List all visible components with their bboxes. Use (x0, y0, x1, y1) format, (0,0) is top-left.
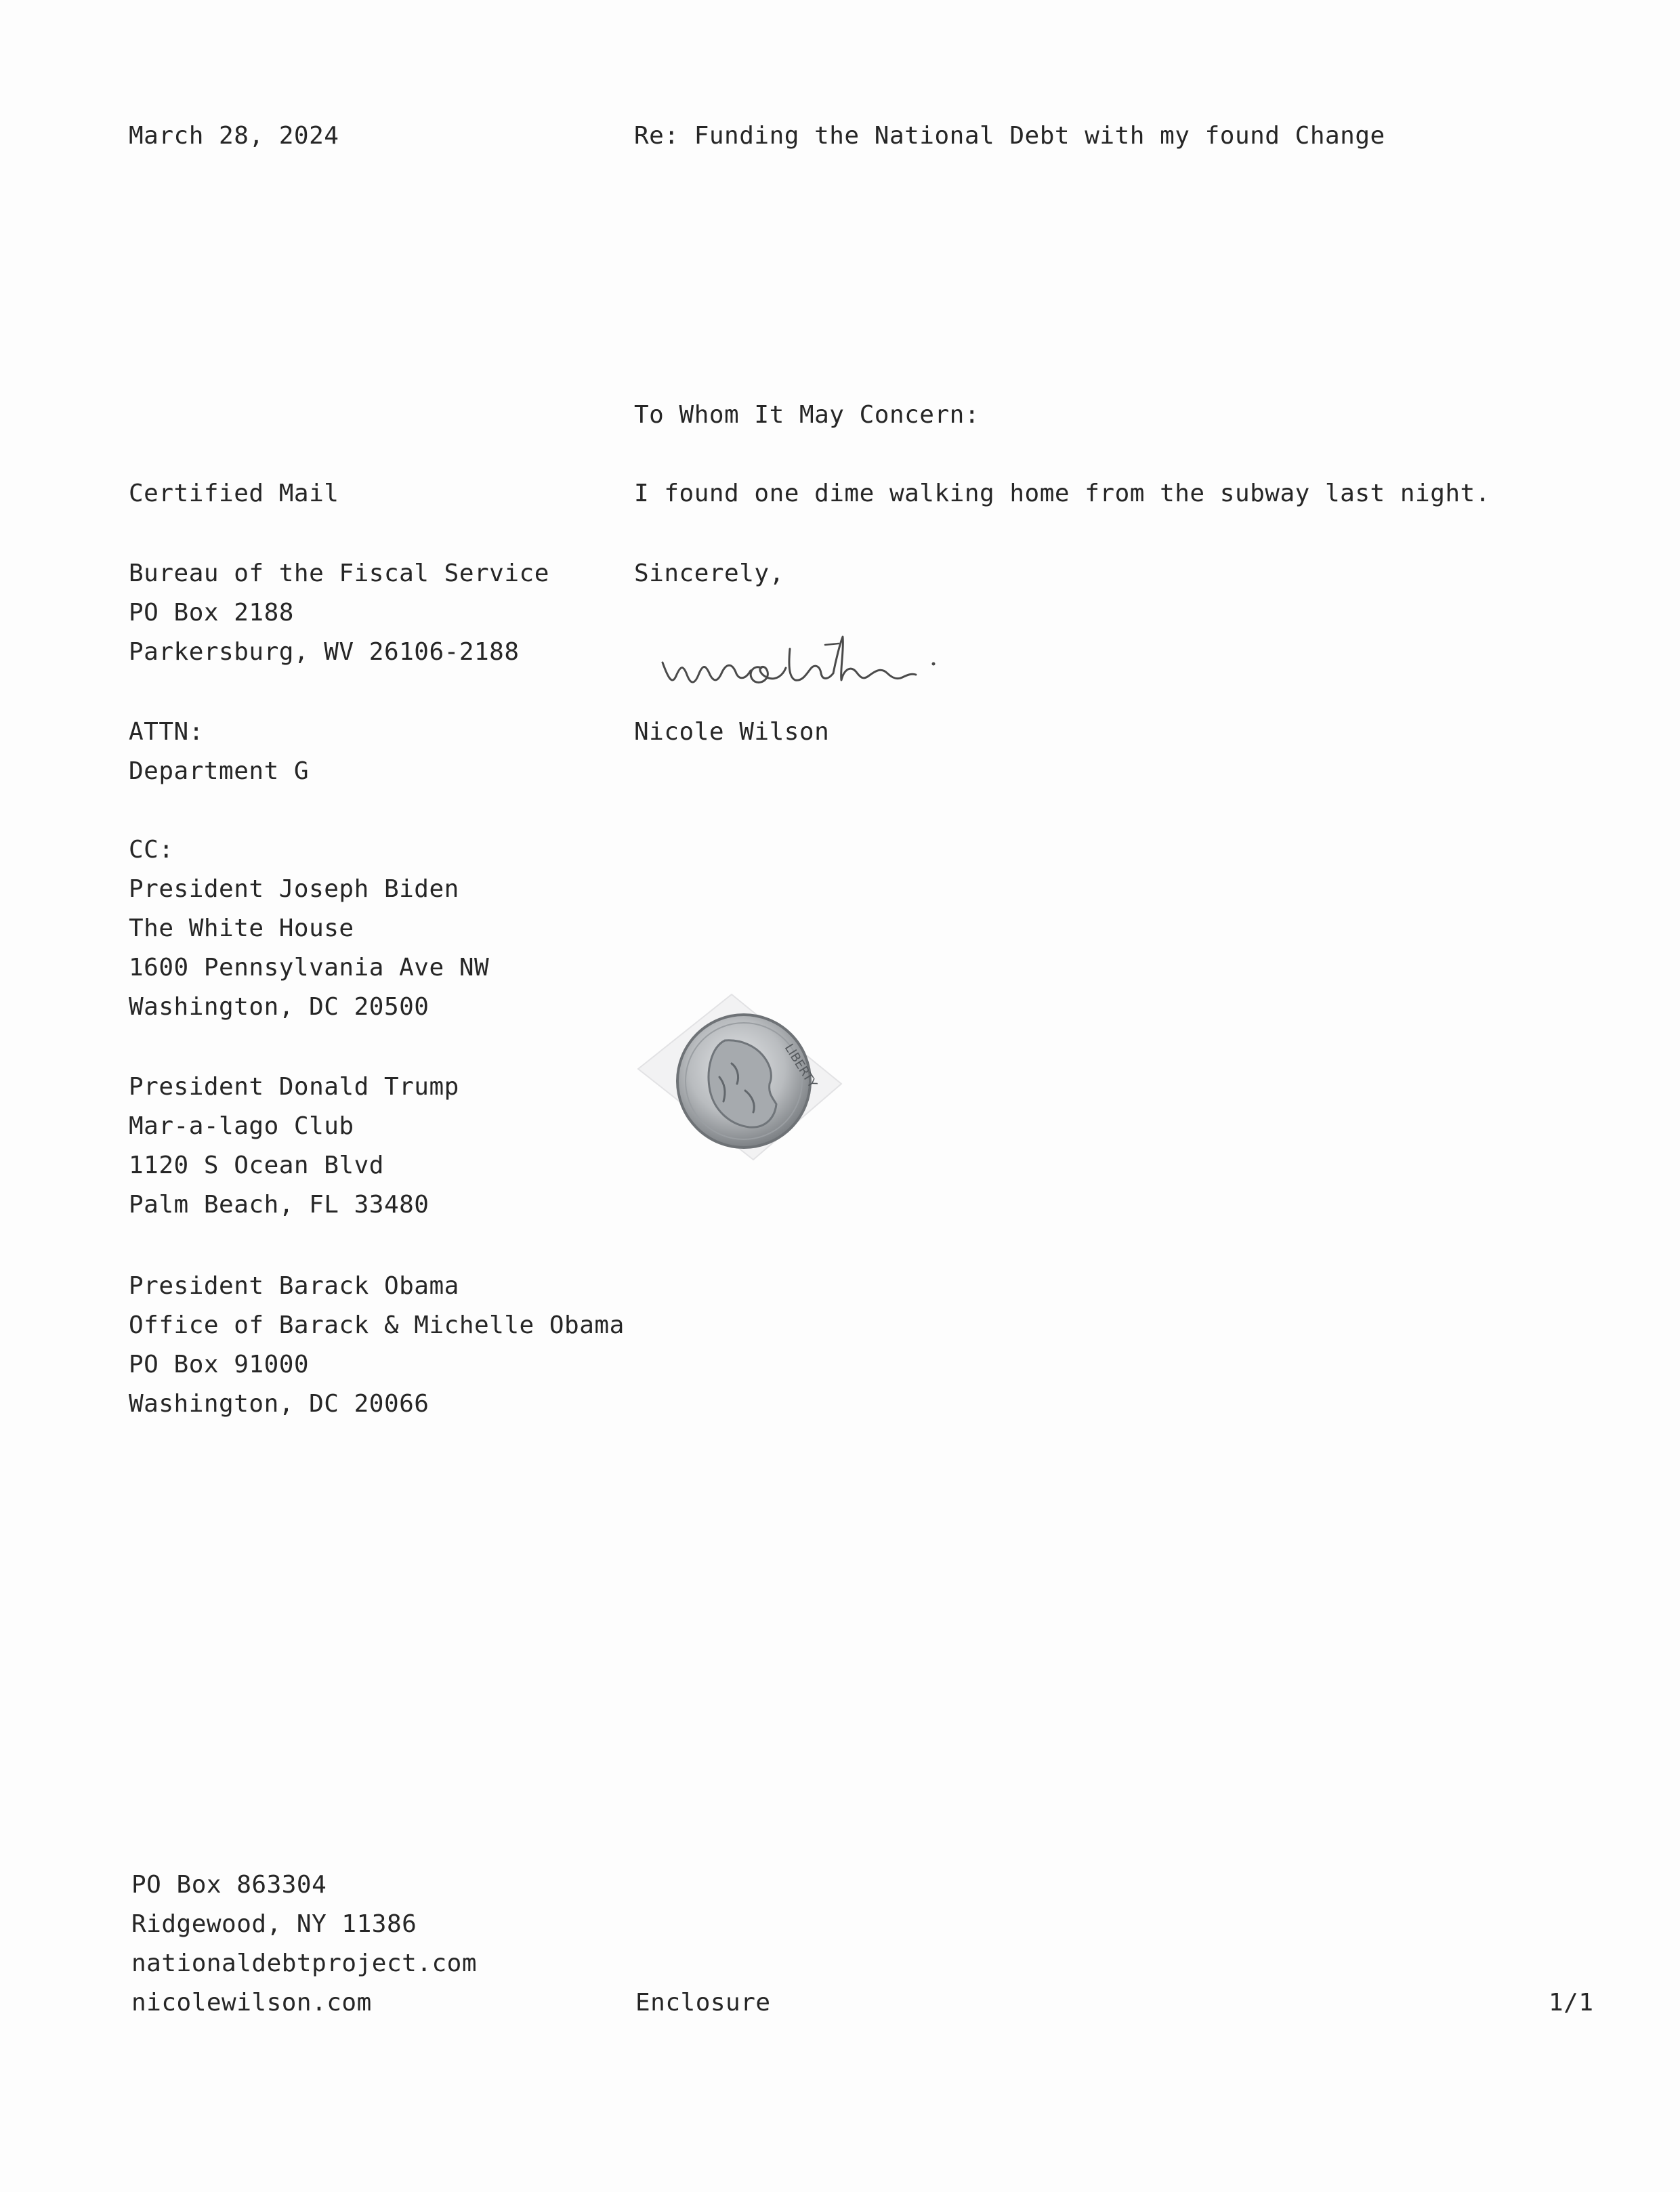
cc-line: President Barack Obama (129, 1272, 459, 1300)
cc-block-3 (129, 1267, 625, 1424)
coin-rim-text: LIBERTY (781, 1041, 820, 1091)
handwritten-signature (650, 610, 1030, 711)
attention-block (129, 713, 309, 791)
address-line: Parkersburg, WV 26106-2188 (129, 638, 520, 666)
cc-line: 1120 S Ocean Blvd (129, 1152, 384, 1179)
cc-line: PO Box 91000 (129, 1351, 310, 1378)
sender-website-link[interactable]: nicolewilson.com (131, 1989, 372, 2017)
attn-label: ATTN: (129, 718, 204, 746)
delivery-method: Certified Mail (129, 480, 339, 507)
enclosure-note: Enclosure (635, 1989, 771, 2017)
recipient-address (129, 554, 549, 672)
dime-coin-image (630, 982, 860, 1185)
cc-label: CC: (129, 836, 174, 864)
cc-line: Office of Barack & Michelle Obama (129, 1311, 625, 1339)
address-line: PO Box 2188 (129, 599, 294, 627)
cc-line: Washington, DC 20500 (129, 993, 429, 1021)
letter-subject: Re: Funding the National Debt with my found Change (634, 122, 1385, 150)
address-line: Bureau of the Fiscal Service (129, 560, 549, 587)
cc-line: Palm Beach, FL 33480 (129, 1191, 429, 1219)
page-number: 1/1 (1549, 1989, 1594, 2017)
cc-line: 1600 Pennsylvania Ave NW (129, 954, 490, 982)
sender-address (131, 1866, 477, 2023)
sender-line: Ridgewood, NY 11386 (131, 1910, 417, 1938)
cc-line: Mar-a-lago Club (129, 1112, 354, 1140)
sender-website-link[interactable]: nationaldebtproject.com (131, 1949, 477, 1977)
cc-line: President Donald Trump (129, 1073, 459, 1101)
attn-value: Department G (129, 757, 310, 785)
letter-date: March 28, 2024 (129, 122, 339, 150)
cc-line: President Joseph Biden (129, 875, 459, 903)
cc-block-1 (129, 830, 489, 1027)
body-text: I found one dime walking home from the subway last night. (634, 480, 1490, 507)
cc-block-2 (129, 1068, 459, 1225)
sender-line: PO Box 863304 (131, 1871, 327, 1899)
signer-name: Nicole Wilson (634, 718, 830, 746)
cc-line: The White House (129, 914, 354, 942)
closing: Sincerely, (634, 560, 784, 587)
greeting: To Whom It May Concern: (634, 401, 980, 429)
cc-line: Washington, DC 20066 (129, 1390, 429, 1418)
